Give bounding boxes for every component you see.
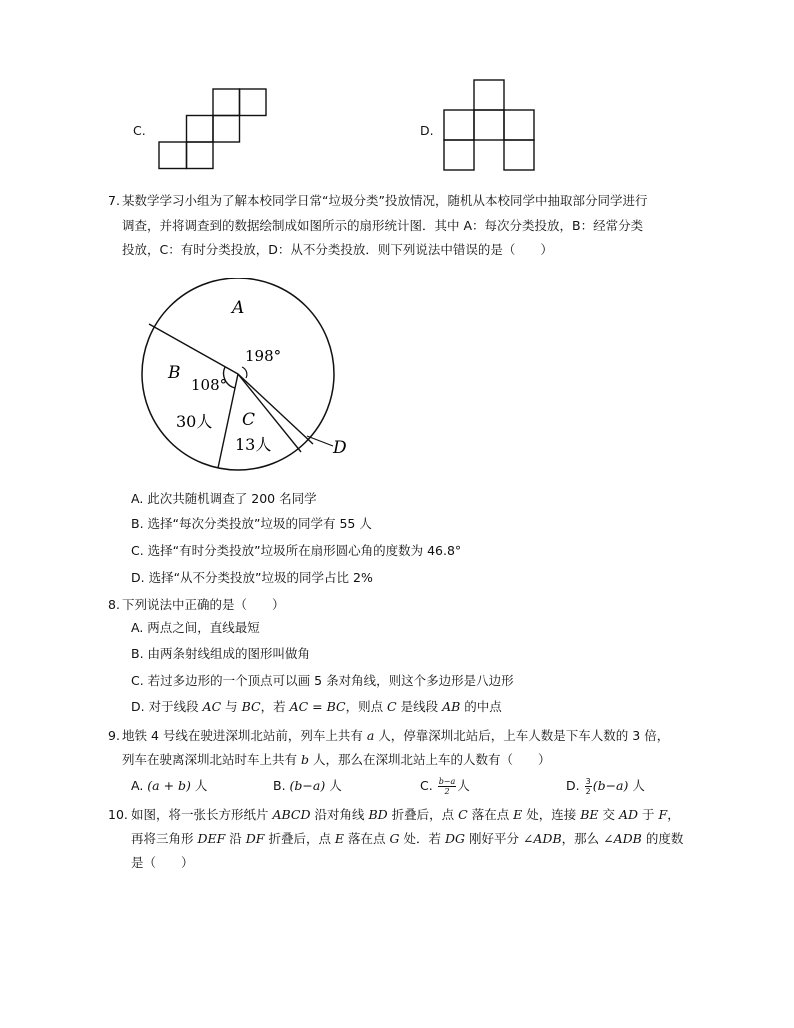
pie-label-b: B bbox=[168, 363, 181, 383]
question-7-line-3: 投放，C：有时分类投放，D：从不分类投放．则下列说法中错误的是（ ） bbox=[122, 242, 553, 257]
question-8-stem: 下列说法中正确的是（ ） bbox=[122, 597, 285, 612]
pie-label-d: D bbox=[333, 438, 347, 458]
question-7-line-1: 某数学学习小组为了解本校同学日常“垃圾分类”投放情况，随机从本校同学中抽取部分同学进行 bbox=[122, 193, 648, 208]
pie-count-c: 13人 bbox=[235, 435, 272, 454]
pie-label-c: C bbox=[242, 410, 256, 430]
question-7-option-d: D. 选择“从不分类投放”垃圾的同学占比 2% bbox=[131, 570, 373, 585]
question-10-line-1: 如图，将一张长方形纸片 ABCD 沿对角线 BD 折叠后，点 C 落在点 E 处，连接 BE 交 AD 于 F， bbox=[131, 807, 680, 822]
question-8-option-c: C. 若过多边形的一个顶点可以画 5 条对角线，则这个多边形是八边形 bbox=[131, 673, 514, 688]
question-8-option-a: A. 两点之间，直线最短 bbox=[131, 620, 260, 635]
pie-label-a: A bbox=[232, 298, 245, 318]
question-10-line-3: 是（ ） bbox=[131, 855, 194, 870]
question-9-number: 9. bbox=[108, 728, 120, 743]
question-9-option-d: D. $\frac{3}{2}$ (b−a) 人 bbox=[566, 777, 645, 796]
question-8-number: 8. bbox=[108, 597, 120, 612]
question-9-option-c: C. $\frac{b-a}{2}$ 人 bbox=[420, 777, 470, 796]
question-7-option-b: B. 选择“每次分类投放”垃圾的同学有 55 人 bbox=[131, 516, 372, 531]
pie-radius-da bbox=[238, 374, 313, 444]
angle-198-arc bbox=[242, 367, 247, 378]
option-c-label: C. bbox=[133, 123, 146, 138]
pie-angle-b: 108° bbox=[191, 376, 228, 394]
pie-count-b: 30人 bbox=[176, 412, 213, 431]
question-7-option-a: A. 此次共随机调查了 200 名同学 bbox=[131, 491, 317, 506]
pie-angle-a: 198° bbox=[245, 347, 282, 365]
question-7-option-c: C. 选择“有时分类投放”垃圾所在扇形圆心角的度数为 46.8° bbox=[131, 543, 462, 558]
question-8-option-d: D. 对于线段 AC 与 BC，若 AC = BC，则点 C 是线段 AB 的中点 bbox=[131, 699, 502, 714]
question-7-number: 7. bbox=[108, 193, 120, 208]
question-9-line-2: 列车在驶离深圳北站时车上共有 b 人，那么在深圳北站上车的人数有（ ） bbox=[122, 752, 551, 767]
question-9-option-a: A. (a + b) 人 bbox=[131, 778, 208, 793]
question-8-option-b: B. 由两条射线组成的图形叫做角 bbox=[131, 646, 311, 661]
pie-radius-ab bbox=[149, 324, 238, 374]
question-10-line-2: 再将三角形 DEF 沿 DF 折叠后，点 E 落在点 G 处．若 DG 刚好平分 ∠ADB，那么 ∠ADB 的度数 bbox=[131, 831, 684, 846]
net-figure-d bbox=[443, 79, 535, 172]
pie-label-d-leader bbox=[307, 436, 333, 446]
question-7-line-2: 调查，并将调查到的数据绘制成如图所示的扇形统计图．其中 A：每次分类投放，B：经常分类 bbox=[122, 218, 644, 233]
question-9-option-b: B. (b−a) 人 bbox=[273, 778, 342, 793]
pie-chart bbox=[128, 278, 358, 478]
question-10-number: 10. bbox=[108, 807, 128, 822]
net-figure-c bbox=[158, 88, 268, 170]
option-d-label: D. bbox=[420, 123, 434, 138]
question-9-line-1: 地铁 4 号线在驶进深圳北站前，列车上共有 a 人，停靠深圳北站后，上车人数是下车人数的 3 倍， bbox=[122, 728, 670, 743]
